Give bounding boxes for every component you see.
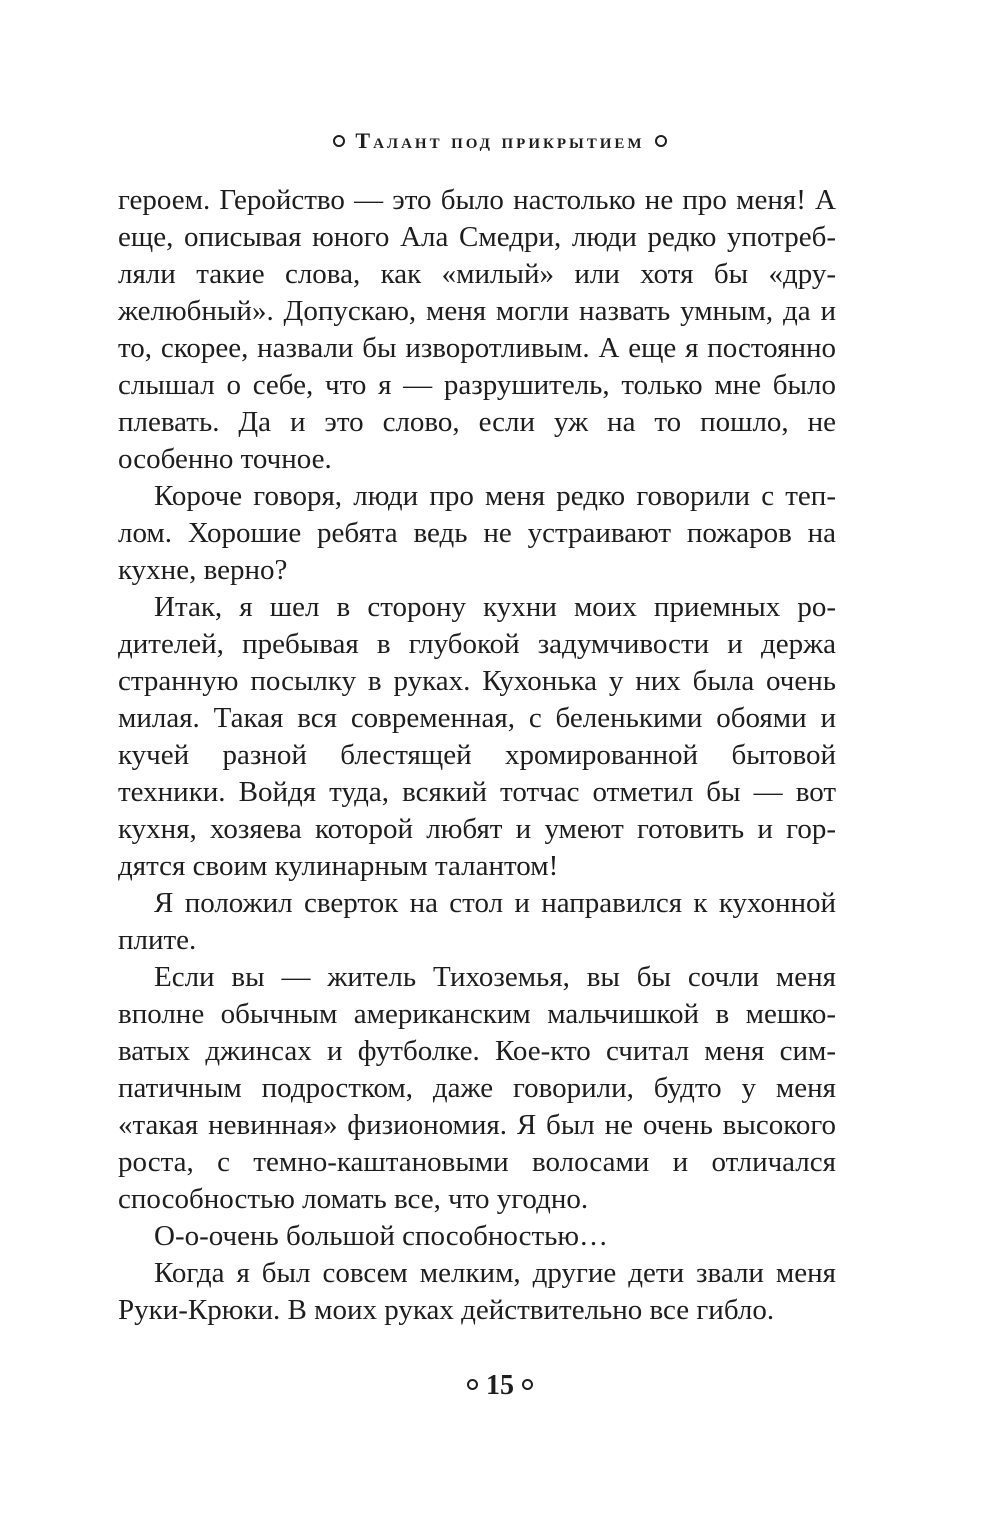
paragraph: О-о-очень большой способностью…: [154, 1220, 609, 1252]
paragraph: Когда я был совсем мелким, другие дети звали меня Руки-Крюки. В моих руках действительно все гибло.: [118, 1257, 836, 1326]
page-number: 15: [486, 1370, 514, 1401]
book-title: Талант под прикрытием: [355, 128, 645, 153]
footer-bullet-right-icon: [522, 1379, 533, 1390]
paragraph: Короче говоря, люди про меня редко говорили с теплом. Хорошие ребята ведь не устраивают пожаров на кухне, верно?: [118, 480, 836, 586]
page-footer: [0, 1370, 1000, 1402]
paragraph: Итак, я шел в сторону кухни моих приемных родителей, пребывая в глубокой задумчивости и держа странную посылку в руках. Кухонька у них была очень милая. Такая вся современная, с беленькими обоями и кучей разной блестящей хромированной бытовой техники. Войдя туда, всякий тотчас отметил бы — вот кухня, хозяева которой любят и умеют готовить и гордятся своим кулинарным талантом!: [118, 591, 836, 882]
footer-bullet-left-icon: [467, 1379, 478, 1390]
paragraph: Если вы — житель Тихоземья, вы бы сочли меня вполне обычным американским мальчишкой в мешковатых джинсах и футболке. Кое-кто считал меня симпатичным подростком, даже говорили, будто у меня «такая невинная» физиономия. Я был не очень высокого роста, с темно-каштановыми волосами и отличался способностью ломать все, что угодно.: [118, 961, 836, 1215]
paragraph: Я положил сверток на стол и направился к кухонной плите.: [118, 887, 836, 956]
paragraph: героем. Геройство — это было настолько не про меня! А еще, описывая юного Ала Смедри, люди редко употребляли такие слова, как «милый» или хотя бы «дружелюбный». Допускаю, меня могли назвать умным, да и то, скорее, назвали бы изворотливым. А еще я постоянно слышал о себе, что я — разрушитель, только мне было плевать. Да и это слово, если уж на то пошло, не особенно точное.: [118, 184, 836, 475]
running-header: [0, 128, 1000, 154]
header-bullet-left-icon: [333, 135, 345, 147]
body-text: [118, 182, 836, 1329]
header-bullet-right-icon: [655, 135, 667, 147]
